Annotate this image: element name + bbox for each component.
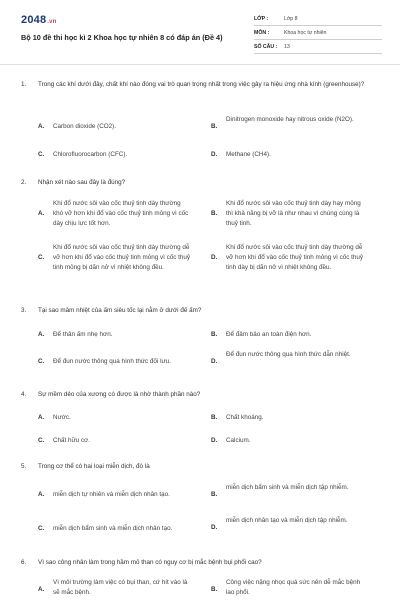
option-text: Khi đổ nước sôi vào cốc thuỷ tinh dày thường dễ vỡ hơn khi đổ vào cốc thuỷ tinh mỏng vì cốc thuỷ tinh dày bị dãn nở vì nhiệt không đều. xyxy=(226,244,364,271)
option-text: miễn dịch bẩm sinh và miễn dịch nhân tạo. xyxy=(53,525,173,532)
option-letter: A. xyxy=(38,123,45,130)
meta-key: LỚP : xyxy=(254,15,269,22)
option-text: Khi đổ nước sôi vào cốc thuỷ tinh dày thường khó vỡ hơn khi đổ vào cốc thuỷ tinh mỏng vì cốc dày chịu lực tốt hơn. xyxy=(53,200,189,227)
option-text: Chất hữu cơ. xyxy=(53,437,91,444)
option-letter: A. xyxy=(38,210,45,217)
option-letter: A. xyxy=(38,414,45,421)
question-text: Trong các khí dưới đây, chất khí nào đóng vai trò quan trọng nhất trong việc gây ra hiệu ứng nhà kính (greenhouse)? xyxy=(38,81,365,88)
option-letter: D. xyxy=(211,254,218,261)
option-text: miễn dịch bẩm sinh và miễn dịch tập nhiễm. xyxy=(226,484,349,491)
option-letter: B. xyxy=(211,123,218,130)
option-text: Để đun nước thông qua hình thức đối lưu. xyxy=(53,358,171,365)
option-text: Vì môi trường làm việc có bụi than, cứ hít vào là sẽ mắc bệnh. xyxy=(53,579,188,596)
option-letter: A. xyxy=(38,331,45,338)
option-letter: B. xyxy=(211,210,218,217)
page-header xyxy=(0,0,400,62)
question-text: Nhận xét nào sau đây là đúng? xyxy=(38,179,126,186)
option-text: Dinitrogen monoxide hay nitrous oxide (N2O). xyxy=(226,116,354,123)
logo-suffix: .vn xyxy=(47,19,57,25)
question-number: 4. xyxy=(21,391,27,398)
question-text: Tại sao mâm nhiệt của ấm siêu tốc lại nằm ở dưới đế ấm? xyxy=(38,307,202,314)
question-number: 5. xyxy=(21,463,27,470)
option-text: miễn dịch tự nhiên và miễn dịch nhân tạo. xyxy=(53,491,170,498)
option-text: Nước. xyxy=(53,414,71,421)
meta-value: Khoa học tự nhiên xyxy=(284,29,327,36)
question-number: 2. xyxy=(21,179,27,186)
meta-value: 13 xyxy=(284,43,290,50)
meta-key: MÔN : xyxy=(254,29,270,36)
option-text: Để đun nước thông qua hình thức dẫn nhiệt. xyxy=(226,351,351,358)
option-text: miễn dịch nhân tạo và miễn dịch tập nhiễm. xyxy=(226,517,348,524)
option-letter: C. xyxy=(38,254,45,261)
header-divider xyxy=(0,64,400,65)
logo-text: 2048 xyxy=(21,14,47,26)
option-text: Để thân ấm nhẹ hơn. xyxy=(53,331,113,338)
question-text: Trong cơ thể có hai loại miễn dịch, đó là xyxy=(38,463,150,470)
option-letter: A. xyxy=(38,491,45,498)
option-letter: D. xyxy=(211,524,218,531)
option-letter: D. xyxy=(211,358,218,365)
question-text: Vì sao công nhân làm trong hầm mỏ than có nguy cơ bị mắc bệnh bụi phổi cao? xyxy=(38,559,262,566)
option-letter: D. xyxy=(211,437,218,444)
meta-row-question-count xyxy=(254,40,382,54)
option-text: Khi đổ nước sôi vào cốc thuỷ tinh dày thường dễ vỡ hơn khi đổ vào cốc thuỷ tinh mỏng vì cốc thuỷ tinh mỏng bị dãn nở vì nhiệt không đều. xyxy=(53,244,191,271)
option-letter: C. xyxy=(38,437,45,444)
question-number: 1. xyxy=(21,81,27,88)
question-number: 3. xyxy=(21,307,27,314)
site-logo[interactable] xyxy=(21,14,57,26)
option-letter: A. xyxy=(38,586,45,593)
option-letter: C. xyxy=(38,525,45,532)
meta-key: SỐ CÂU : xyxy=(254,43,278,50)
option-text: Chlorofluorocarbon (CFC). xyxy=(53,151,128,158)
meta-value: Lớp 8 xyxy=(284,15,298,22)
question-number: 6. xyxy=(21,559,27,566)
meta-row-class xyxy=(254,12,382,26)
option-text: Khi đổ nước sôi vào cốc thuỷ tinh dày hay mỏng thì khả năng bị vỡ là như nhau vì chúng cùng là thuỷ tinh. xyxy=(226,200,361,227)
option-text: Methane (CH4). xyxy=(226,151,271,158)
option-letter: D. xyxy=(211,151,218,158)
option-letter: B. xyxy=(211,491,218,498)
question-text: Sự mềm dẻo của xương có được là nhờ thành phần nào? xyxy=(38,391,201,398)
option-text: Carbon dioxide (CO2). xyxy=(53,123,116,130)
option-text: Để đảm bảo an toàn điện hơn. xyxy=(226,331,312,338)
option-letter: C. xyxy=(38,151,45,158)
option-text: Calcium. xyxy=(226,437,251,444)
document-meta xyxy=(254,12,382,54)
option-letter: B. xyxy=(211,331,218,338)
option-text: Chất khoáng. xyxy=(226,414,264,421)
document-title: Bộ 10 đề thi học kì 2 Khoa học tự nhiên 8 có đáp án (Đề 4) xyxy=(21,33,223,42)
option-letter: C. xyxy=(38,358,45,365)
option-letter: B. xyxy=(211,414,218,421)
meta-row-subject xyxy=(254,26,382,40)
option-letter: B. xyxy=(211,586,218,593)
option-text: Công việc nặng nhọc quá sức nên dễ mắc bệnh lao phổi. xyxy=(226,579,361,596)
